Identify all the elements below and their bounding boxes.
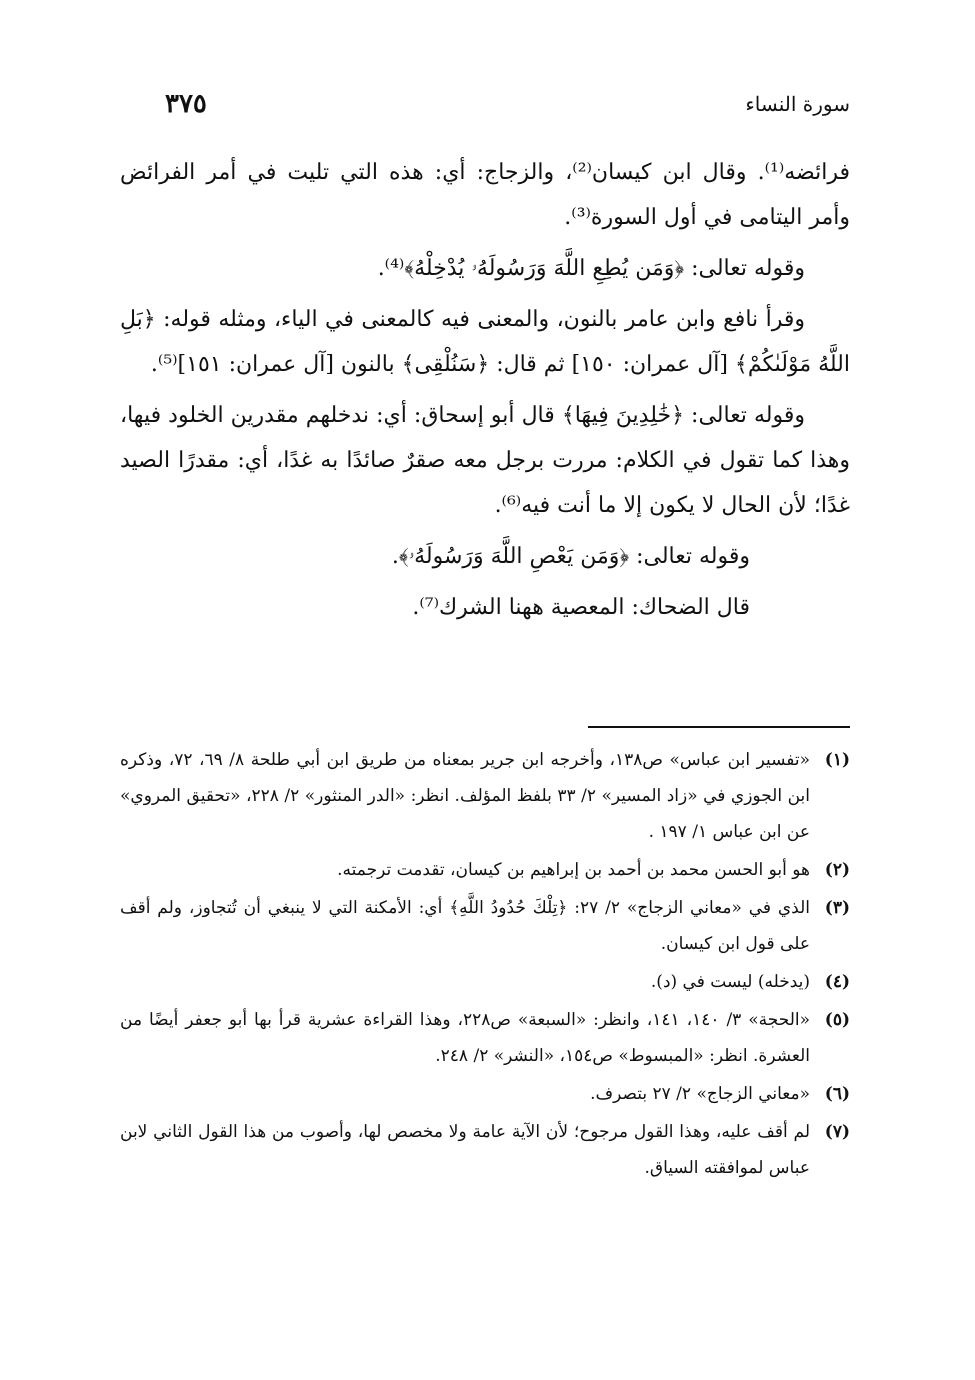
surah-name: سورة النساء	[745, 92, 850, 116]
footnote-number: (٢)	[824, 860, 850, 880]
footnote-2	[120, 852, 850, 888]
footnote-text: الذي في «معاني الزجاج» ٢/ ٢٧: ﴿تِلْكَ حُدُودُ اللَّهِ﴾ أي: الأمكنة التي لا ينبغي أن تُتجاوز، ولم أقف على قول ابن كيسان.	[120, 898, 810, 954]
footnote-3	[120, 890, 850, 962]
footnotes	[120, 742, 850, 1188]
paragraph-2: وقوله تعالى: ﴿وَمَن يُطِعِ اللَّهَ وَرَسُولَهُۥ يُدْخِلْهُ﴾⁽⁴⁾.	[377, 256, 805, 281]
page-number: ٣٧٥	[165, 89, 207, 119]
footnote-text: (يدخله) ليست في (د).	[650, 972, 810, 992]
footnote-7	[120, 1114, 850, 1186]
paragraph-6: قال الضحاك: المعصية ههنا الشرك⁽⁷⁾.	[412, 595, 750, 620]
footnote-number: (٤)	[824, 972, 850, 992]
footnote-number: (٦)	[824, 1084, 850, 1104]
paragraph-4: وقوله تعالى: ﴿خَٰلِدِينَ فِيهَا﴾ قال أبو إسحاق: أي: ندخلهم مقدرين الخلود فيها، وهذا كما تقول في الكلام: مررت برجل معه صقرٌ صائدًا به غدًا، أي: مقدرًا الصيد غدًا؛ لأن الحال لا يكون إلا ما أنت فيه⁽⁶⁾.	[120, 403, 850, 518]
footnote-1	[120, 742, 850, 850]
footnote-text: «تفسير ابن عباس» ص١٣٨، وأخرجه ابن جرير بمعناه من طريق ابن أبي طلحة ٨/ ٦٩، ٧٢، وذكره ابن الجوزي في «زاد المسير» ٢/ ٣٣ بلفظ المؤلف. انظر: «الدر المنثور» ٢/ ٢٢٨، «تحقيق المروي» عن ابن عباس ١/ ١٩٧ .	[120, 750, 810, 842]
footnote-text: «الحجة» ٣/ ١٤٠، ١٤١، وانظر: «السبعة» ص٢٢٨، وهذا القراءة عشرية قرأ بها أبو جعفر أيضًا من العشرة. انظر: «المبسوط» ص١٥٤، «النشر» ٢/ ٢٤٨.	[120, 1010, 811, 1066]
paragraph-1: فرائضه⁽¹⁾. وقال ابن كيسان⁽²⁾، والزجاج: أي: هذه التي تليت في أمر الفرائض وأمر اليتامى في أول السورة⁽³⁾.	[120, 160, 850, 230]
footnote-text: هو أبو الحسن محمد بن أحمد بن إبراهيم بن كيسان، تقدمت ترجمته.	[337, 860, 810, 880]
footnote-4	[120, 964, 850, 1000]
footnote-text: لم أقف عليه، وهذا القول مرجوح؛ لأن الآية عامة ولا مخصص لها، وأصوب من هذا القول الثاني لابن عباس لموافقته السياق.	[120, 1122, 810, 1178]
page-header	[165, 84, 850, 124]
footnote-number: (٧)	[824, 1122, 850, 1142]
footnote-number: (١)	[824, 750, 850, 770]
footnote-5	[120, 1002, 850, 1074]
footnote-text: «معاني الزجاج» ٢/ ٢٧ بتصرف.	[590, 1084, 810, 1104]
paragraph-3: وقرأ نافع وابن عامر بالنون، والمعنى فيه كالمعنى في الياء، ومثله قوله: ﴿بَلِ اللَّهُ مَوْلَىٰكُمْ﴾ [آل عمران: ١٥٠] ثم قال: ﴿سَنُلْقِى﴾ بالنون [آل عمران: ١٥١]⁽⁵⁾.	[120, 307, 850, 377]
footnote-separator	[588, 726, 850, 728]
footnote-number: (٥)	[824, 1010, 850, 1030]
footnote-number: (٣)	[824, 898, 850, 918]
footnote-6	[120, 1076, 850, 1112]
main-text	[120, 150, 850, 636]
paragraph-5: وقوله تعالى: ﴿وَمَن يَعْصِ اللَّهَ وَرَسُولَهُۥ﴾.	[391, 544, 750, 569]
